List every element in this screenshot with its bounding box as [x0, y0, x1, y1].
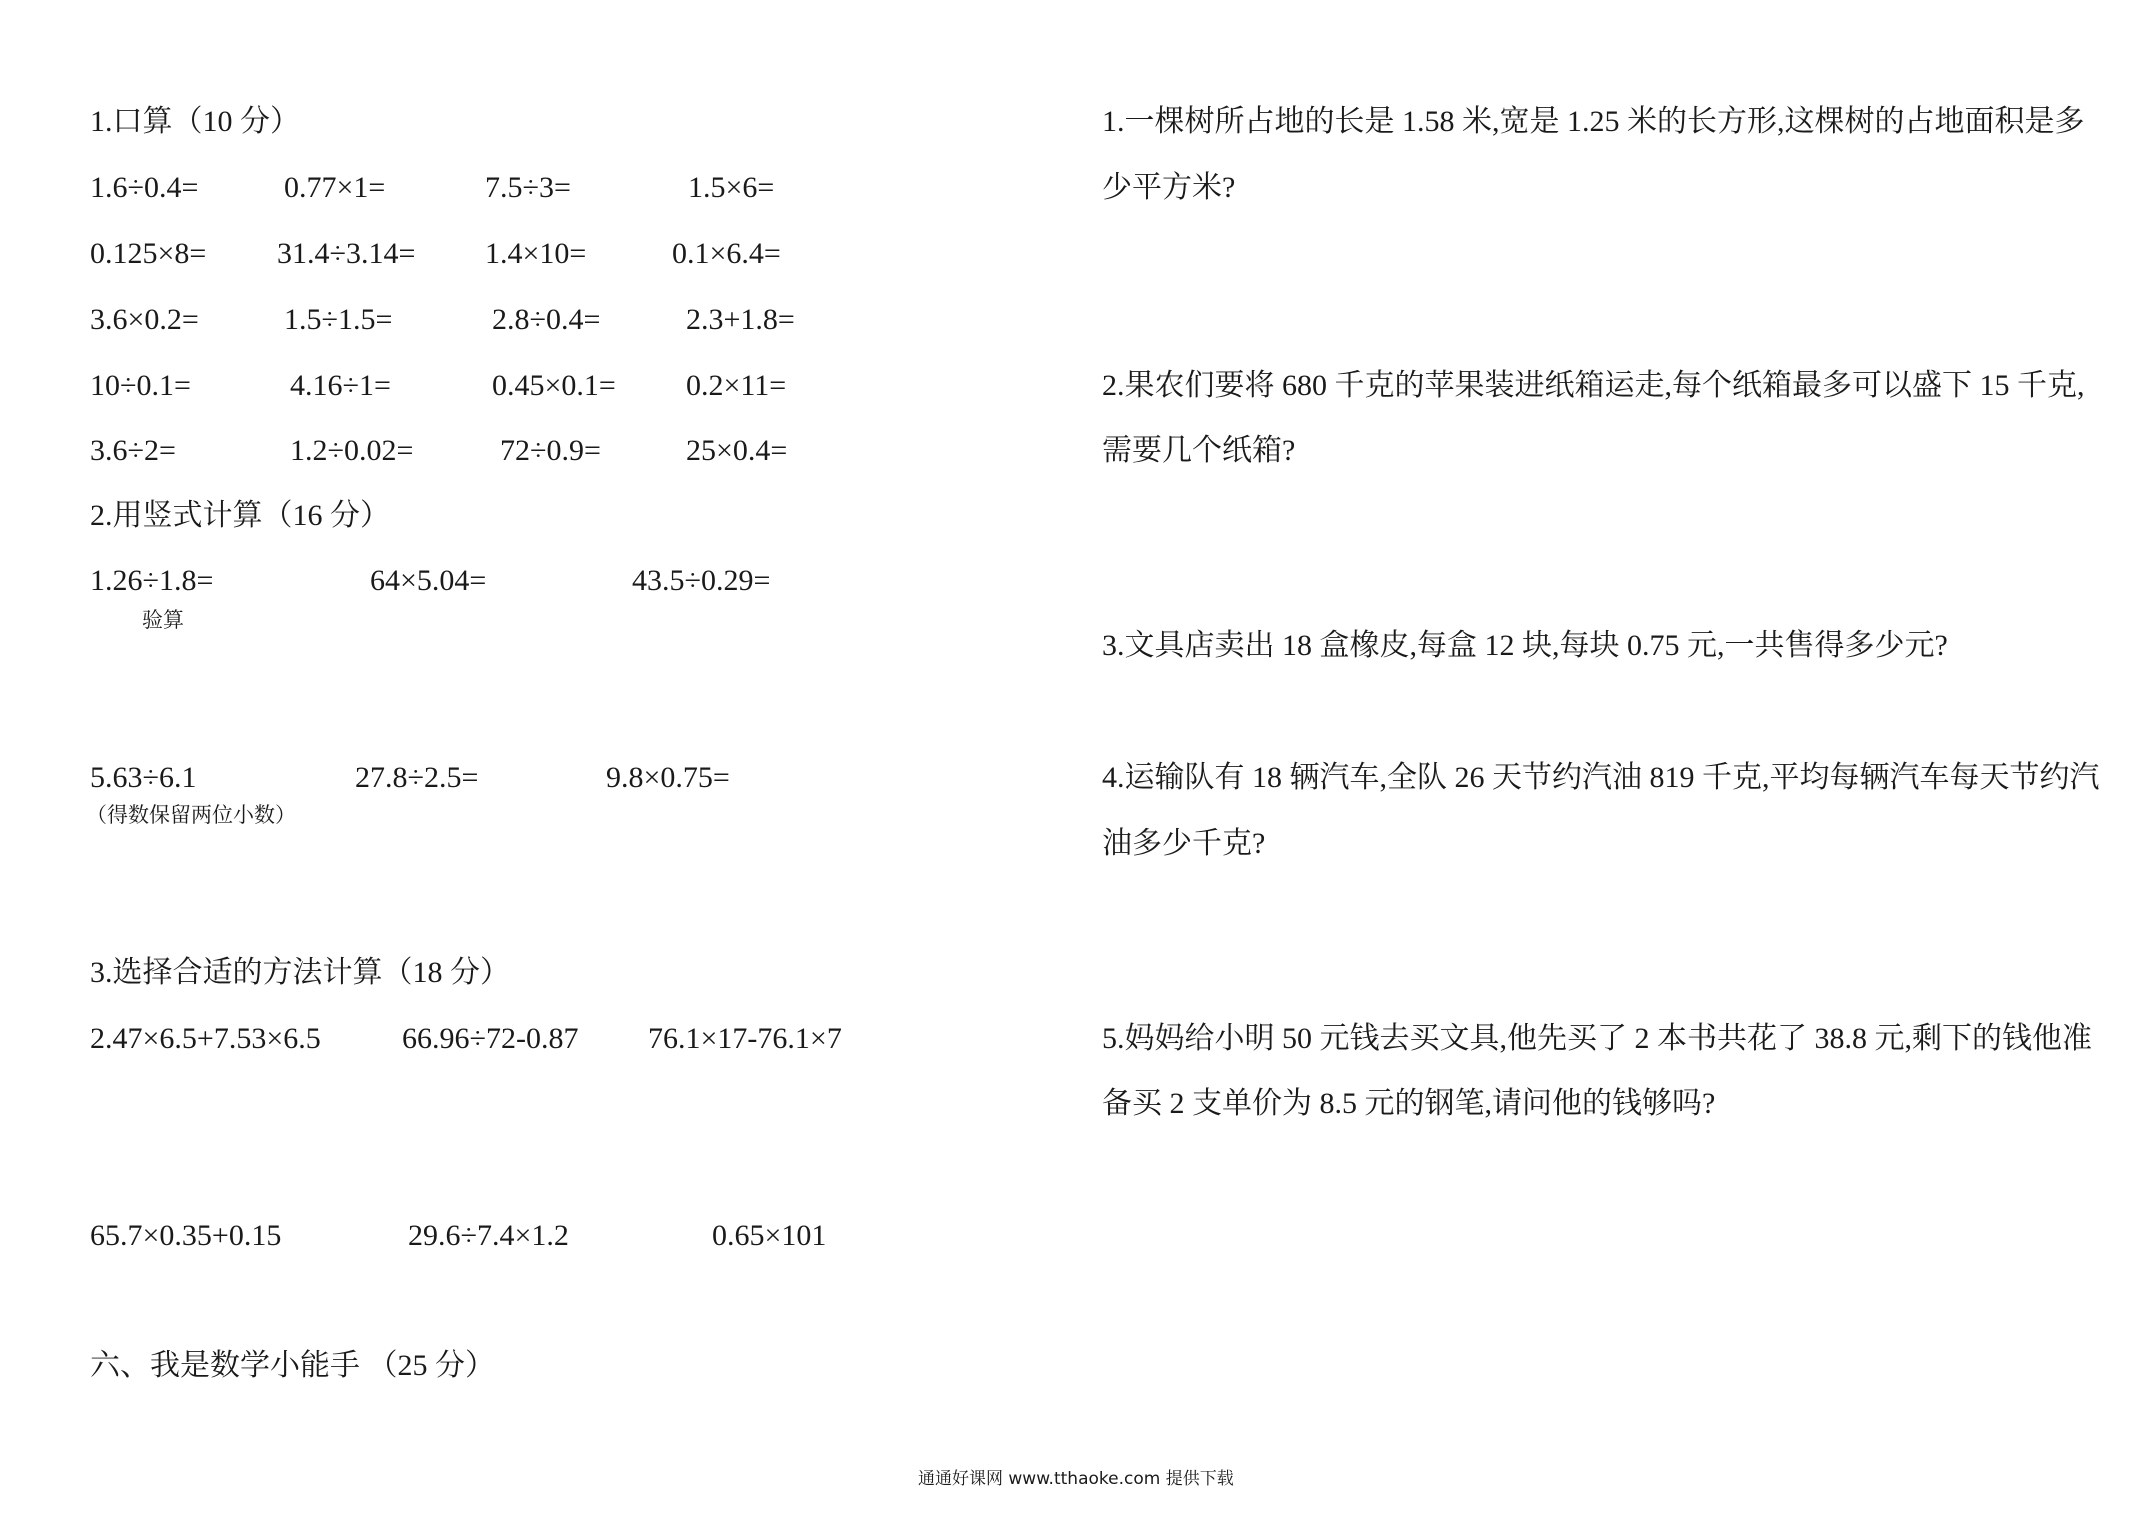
method-item: 0.65×101 [712, 1219, 827, 1252]
oral-item: 1.6÷0.4= [90, 171, 199, 204]
oral-item: 25×0.4= [686, 434, 788, 467]
oral-item: 1.2÷0.02= [290, 434, 414, 467]
oral-item: 1.5÷1.5= [284, 303, 393, 336]
method-item: 2.47×6.5+7.53×6.5 [90, 1022, 321, 1055]
method-item: 76.1×17-76.1×7 [648, 1022, 842, 1055]
oral-item: 7.5÷3= [485, 171, 571, 204]
vertical-item: 43.5÷0.29= [632, 564, 771, 597]
problem-1-line-2: 少平方米? [1102, 171, 1236, 204]
oral-item: 72÷0.9= [500, 434, 601, 467]
section-2-title: 2.用竖式计算（16 分） [90, 499, 390, 532]
problem-4-line-1: 4.运输队有 18 辆汽车,全队 26 天节约汽油 819 千克,平均每辆汽车每天节约汽 [1102, 761, 2100, 794]
oral-item: 0.45×0.1= [492, 369, 616, 402]
oral-item: 1.5×6= [688, 171, 775, 204]
problem-2-line-2: 需要几个纸箱? [1102, 434, 1296, 467]
oral-item: 10÷0.1= [90, 369, 191, 402]
problem-1-line-1: 1.一棵树所占地的长是 1.58 米,宽是 1.25 米的长方形,这棵树的占地面积是多 [1102, 105, 2085, 138]
problem-5-line-2: 备买 2 支单价为 8.5 元的钢笔,请问他的钱够吗? [1102, 1087, 1716, 1120]
oral-item: 1.4×10= [485, 237, 587, 270]
section-3-title: 3.选择合适的方法计算（18 分） [90, 956, 510, 989]
method-item: 29.6÷7.4×1.2 [408, 1219, 569, 1252]
vertical-item: 9.8×0.75= [606, 761, 730, 794]
oral-item: 3.6÷2= [90, 434, 176, 467]
rounding-note: （得数保留两位小数） [86, 803, 296, 827]
section-1-title: 1.口算（10 分） [90, 105, 300, 138]
method-item: 65.7×0.35+0.15 [90, 1219, 282, 1252]
vertical-item: 64×5.04= [370, 564, 487, 597]
section-6-title: 六、我是数学小能手 （25 分） [90, 1349, 495, 1382]
oral-item: 0.2×11= [686, 369, 787, 402]
check-label: 验算 [142, 608, 184, 632]
vertical-item: 1.26÷1.8= [90, 564, 214, 597]
method-item: 66.96÷72-0.87 [402, 1022, 579, 1055]
oral-item: 4.16÷1= [290, 369, 391, 402]
oral-item: 0.77×1= [284, 171, 386, 204]
oral-item: 31.4÷3.14= [277, 237, 416, 270]
oral-item: 2.3+1.8= [686, 303, 795, 336]
vertical-item: 27.8÷2.5= [355, 761, 479, 794]
oral-item: 0.1×6.4= [672, 237, 781, 270]
footer-source: 通通好课网 www.tthaoke.com 提供下载 [918, 1469, 1234, 1489]
problem-3-line-1: 3.文具店卖出 18 盒橡皮,每盒 12 块,每块 0.75 元,一共售得多少元? [1102, 629, 1948, 662]
oral-item: 3.6×0.2= [90, 303, 199, 336]
problem-2-line-1: 2.果农们要将 680 千克的苹果装进纸箱运走,每个纸箱最多可以盛下 15 千克, [1102, 369, 2085, 402]
problem-4-line-2: 油多少千克? [1102, 827, 1266, 860]
problem-5-line-1: 5.妈妈给小明 50 元钱去买文具,他先买了 2 本书共花了 38.8 元,剩下的钱他准 [1102, 1022, 2092, 1055]
oral-item: 0.125×8= [90, 237, 207, 270]
vertical-item: 5.63÷6.1 [90, 761, 197, 794]
oral-item: 2.8÷0.4= [492, 303, 601, 336]
